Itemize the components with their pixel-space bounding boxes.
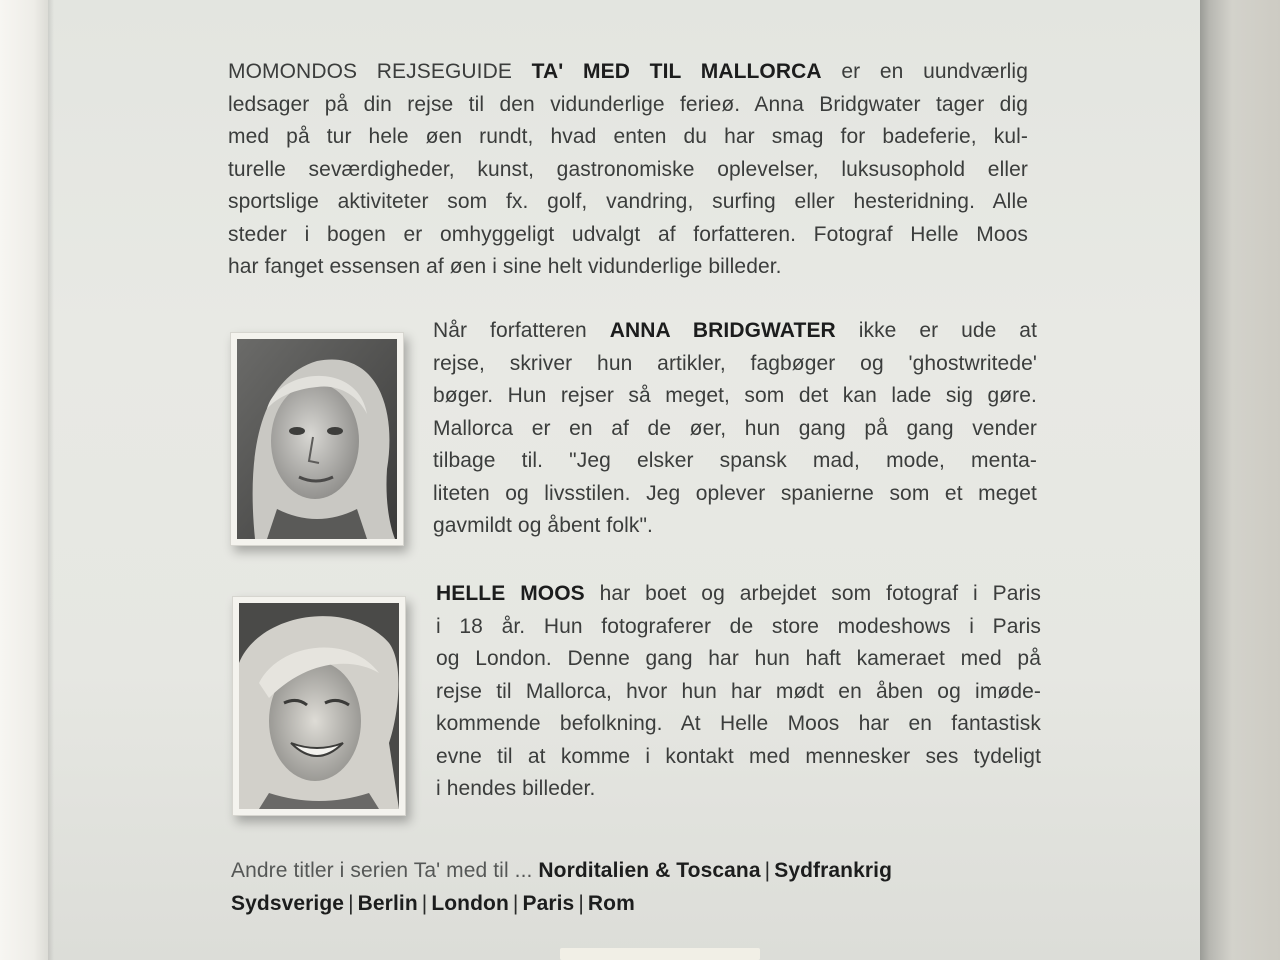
highlighted-name: ANNA BRIDGWATER bbox=[609, 319, 836, 342]
text-fragment: er en uundværlig bbox=[821, 60, 1028, 83]
separator: | bbox=[764, 859, 771, 882]
series-title: Paris bbox=[522, 891, 575, 915]
text-line: gavmildt og åbent folk". bbox=[433, 514, 653, 537]
text-line: med på tur hele øen rundt, hvad enten du har smag for badeferie, kul- bbox=[228, 125, 1028, 148]
text-fragment: har boet og arbejdet som fotograf i Paris bbox=[584, 582, 1041, 605]
text-line: rejse, skriver hun artikler, fagbøger og 'ghostwritede' bbox=[433, 351, 1037, 375]
author-bio-paragraph bbox=[433, 315, 1037, 543]
series-list bbox=[231, 855, 1047, 920]
series-title: Sydsverige bbox=[231, 891, 345, 915]
intro-paragraph bbox=[228, 56, 1028, 284]
text-line: og London. Denne gang har hun haft kameraet med på bbox=[436, 647, 1041, 670]
text-line: bøger. Hun rejser så meget, som det kan lade sig gøre. bbox=[433, 384, 1037, 407]
text-line: i 18 år. Hun fotograferer de store modeshows i Paris bbox=[436, 614, 1041, 638]
series-title: Berlin bbox=[357, 891, 418, 915]
text-line bbox=[433, 315, 1037, 348]
text-line: evne til at komme i kontakt med mennesker ses tydeligt bbox=[436, 744, 1041, 768]
photographer-bio-paragraph bbox=[436, 578, 1041, 806]
text-line: liteten og livsstilen. Jeg oplever spanierne som et meget bbox=[433, 481, 1037, 505]
author-photo bbox=[230, 332, 404, 546]
separator: | bbox=[421, 891, 428, 915]
text-fragment: Når forfatteren bbox=[433, 319, 610, 342]
text-fragment: ikke er ude at bbox=[835, 319, 1038, 342]
text-line: turelle seværdigheder, kunst, gastronomiske oplevelser, luksusophold eller bbox=[228, 157, 1028, 181]
cover-right-edge bbox=[1200, 0, 1280, 960]
separator: | bbox=[578, 891, 584, 915]
text-line: i hendes billeder. bbox=[436, 777, 596, 800]
separator: | bbox=[512, 891, 519, 915]
text-line: steder i bogen er omhyggeligt udvalgt af forfatteren. Fotograf Helle Moos bbox=[228, 222, 1028, 246]
anna-bridgwater-portrait-icon bbox=[237, 339, 397, 539]
text-line: har fanget essensen af øen i sine helt vidunderlige billeder. bbox=[228, 255, 782, 278]
text-line: Mallorca er en af de øer, hun gang på gang vender bbox=[433, 416, 1037, 440]
cover-fold-edge bbox=[0, 0, 48, 960]
text-line: rejse til Mallorca, hvor hun har mødt en åben og imøde- bbox=[436, 679, 1041, 703]
highlighted-name: HELLE MOOS bbox=[436, 582, 585, 605]
series-title: Rom bbox=[587, 891, 635, 915]
separator: | bbox=[348, 891, 354, 915]
series-title: Norditalien & Toscana bbox=[538, 859, 761, 882]
text-fragment: MOMONDOS REJSEGUIDE bbox=[228, 60, 532, 83]
text-line: tilbage til. "Jeg elsker spansk mad, mode, menta- bbox=[433, 449, 1037, 472]
series-title: Sydfrankrig bbox=[774, 859, 893, 882]
photographer-photo bbox=[232, 596, 406, 816]
fold-shadow bbox=[48, 0, 54, 960]
series-title: London bbox=[431, 891, 509, 915]
text-line: kommende befolkning. At Helle Moos har en fantastisk bbox=[436, 712, 1041, 735]
helle-moos-portrait-icon bbox=[239, 603, 399, 809]
page-edge-sliver bbox=[560, 948, 760, 960]
series-line-1 bbox=[231, 855, 1047, 888]
text-line: ledsager på din rejse til den vidunderlige ferieø. Anna Bridgwater tager dig bbox=[228, 92, 1028, 116]
text-line bbox=[228, 56, 1028, 89]
text-line bbox=[436, 578, 1041, 611]
series-label: Andre titler i serien Ta' med til ... bbox=[231, 859, 533, 882]
highlighted-name: TA' MED TIL MALLORCA bbox=[531, 60, 822, 83]
series-line-2 bbox=[231, 888, 1047, 921]
text-line: sportslige aktiviteter som fx. golf, vandring, surfing eller hesteridning. Alle bbox=[228, 190, 1028, 213]
